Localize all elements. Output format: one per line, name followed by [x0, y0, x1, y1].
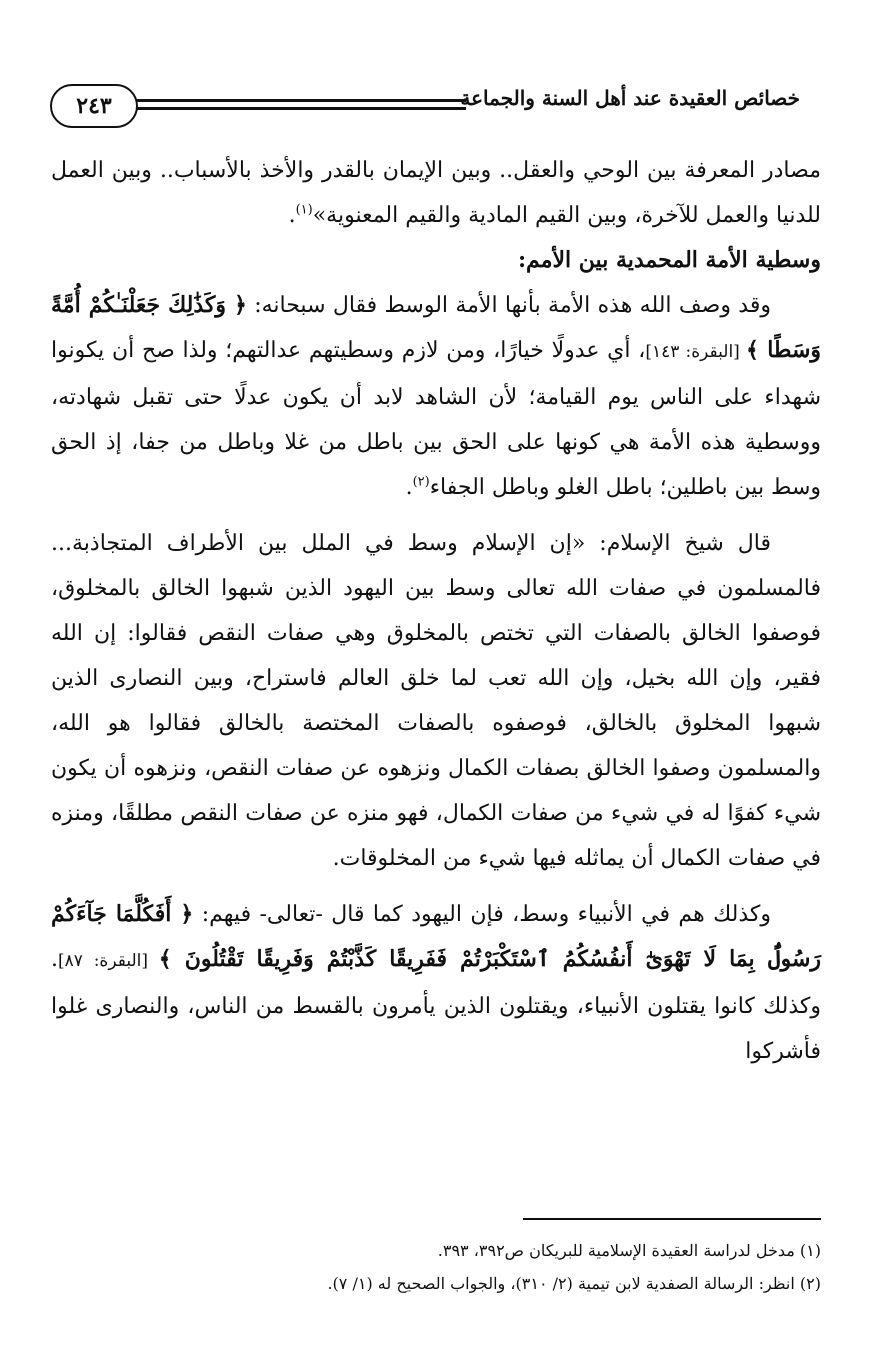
- section-heading: وسطية الأمة المحمدية بين الأمم:: [517, 247, 821, 273]
- page-body: [51, 148, 821, 1074]
- paragraph-4: [51, 892, 821, 1074]
- paragraph-3: قال شيخ الإسلام: «إن الإسلام وسط في الملل بين الأطراف المتجاذبة... فالمسلمون في صفات الله تعالى وسط بين اليهود الذين شبهوا الخالق بالمخلوق، فوصفوا الخالق بالصفات التي تختص بالمخلوق وهي صفات النقص فقالوا: إن الله فقير، وإن الله بخيل، وإن الله تعب لما خلق العالم فاستراح، وبين النصارى الذين شبهوا المخلوق بالخالق، فوصفوه بالصفات المختصة بالخالق فقالوا هو الله، والمسلمون وصفوا الخالق بصفات الكمال ونزهوه عن صفات النقص، ونزهوه أن يكون شيء كفوًا له في شيء من صفات الكمال، فهو منزه عن صفات النقص مطلقًا، ومنزه في صفات الكمال أن يماثله فيها شيء من المخلوقات.: [51, 531, 821, 871]
- footnotes: [51, 1234, 821, 1300]
- paragraph-2-text-a: وقد وصف الله هذه الأمة بأنها الأمة الوسط فقال سبحانه:: [246, 293, 771, 318]
- paragraph-2-text-b: ، أي عدولًا خيارًا، ومن لازم وسطيتهم عدالتهم؛ ولذا صح أن يكونوا شهداء على الناس يوم القيامة؛ لأن الشاهد لابد أن يكون عدلًا حتى تقبل شهادته، ووسطية هذه الأمة هي كونها على الحق بين باطل من غلا وباطل من جفا، إذ الحق وسط بين باطلين؛ باطل الغلو وباطل الجفاء: [51, 338, 821, 500]
- paragraph-1-text: مصادر المعرفة بين الوحي والعقل.. وبين الإيمان بالقدر والأخذ بالأسباب.. وبين العمل للدنيا والعمل للآخرة، وبين القيم المادية والقيم المعنوية»: [51, 158, 821, 228]
- page-number: ٢٤٣: [50, 84, 138, 128]
- page-header: [50, 82, 830, 132]
- paragraph-1-end: .: [288, 203, 296, 228]
- footnote-2: (٢) انظر: الرسالة الصفدية لابن تيمية (٢/ ٣١٠)، والجواب الصحيح له (١/ ٧).: [327, 1274, 821, 1293]
- quran-verse-1: ﴿ وَكَذَٰلِكَ جَعَلْنَـٰكُمْ أُمَّةً وَسَطًا ﴾: [51, 292, 822, 363]
- paragraph-2-end: .: [405, 475, 413, 500]
- paragraph-4-text-b: . وكذلك كانوا يقتلون الأنبياء، ويقتلون الذين يأمرون بالقسط من الناس، والنصارى غلوا فأشركوا: [51, 947, 821, 1064]
- verse-reference-1: [البقرة: ١٤٣]: [645, 342, 746, 362]
- header-rule-bottom: [136, 107, 466, 110]
- footnote-separator: [523, 1218, 821, 1220]
- paragraph-1: [51, 148, 821, 238]
- quran-verse-2: ﴿ أَفَكُلَّمَا جَآءَكُمْ رَسُولٌۢ بِمَا لَا تَهْوَىٰٓ أَنفُسُكُمُ ٱسْتَكْبَرْتُمْ فَفَرِيقًا كَذَّبْتُمْ وَفَرِيقًا تَقْتُلُونَ ﴾: [51, 901, 822, 972]
- verse-reference-2: [البقرة: ٨٧]: [58, 951, 159, 971]
- footnote-ref-1: (١): [295, 202, 313, 218]
- footnote-ref-2: (٢): [412, 474, 430, 490]
- header-rule-top: [136, 99, 466, 102]
- running-title: خصائص العقيدة عند أهل السنة والجماعة: [460, 86, 800, 110]
- paragraph-4-text-a: وكذلك هم في الأنبياء وسط، فإن اليهود كما قال -تعالى- فيهم:: [193, 902, 771, 927]
- footnote-1: (١) مدخل لدراسة العقيدة الإسلامية للبريكان ص٣٩٢، ٣٩٣.: [437, 1241, 821, 1260]
- paragraph-2: [51, 283, 821, 510]
